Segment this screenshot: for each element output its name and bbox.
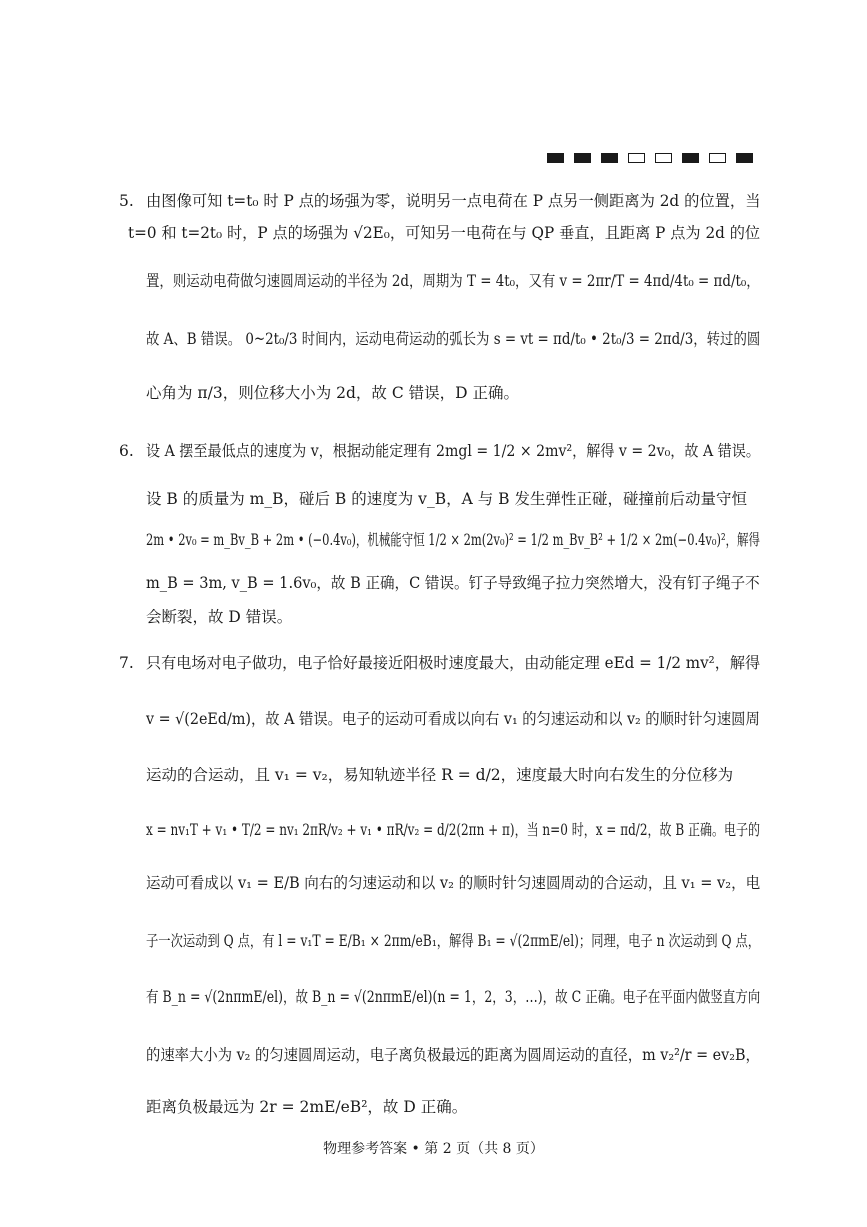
page-footer: 物理参考答案 • 第 2 页（共 8 页）	[323, 1141, 544, 1157]
header-mark	[736, 153, 753, 163]
answer-line: m_B = 3m, v_B = 1.6v₀，故 B 正确，C 错误。钉子导致绳子拉力突然增大，没有钉子绳子不	[146, 574, 760, 592]
header-mark	[547, 153, 564, 163]
answer-line: 会断裂，故 D 错误。	[146, 608, 293, 626]
answer-line: 心角为 π/3，则位移大小为 2d，故 C 错误，D 正确。	[146, 384, 519, 402]
question-number: 6.	[119, 442, 134, 460]
header-mark	[709, 153, 726, 163]
answer-line: 的速率大小为 v₂ 的匀速圆周运动，电子离负极最远的距离为圆周运动的直径，m v₂²/r = ev₂B，	[146, 1046, 760, 1064]
header-mark	[682, 153, 699, 163]
answer-line: 由图像可知 t=t₀ 时 P 点的场强为零，说明另一点电荷在 P 点另一侧距离为 2d 的位置，当	[146, 192, 761, 210]
header-mark	[601, 153, 618, 163]
answer-line: 子一次运动到 Q 点，有 l = v₁T = E/B₁ × 2πm/eB₁，解得 B₁ = √(2πmE/el)；同理，电子 n 次运动到 Q 点，	[146, 932, 761, 950]
answer-line: 运动的合运动，且 v₁ = v₂，易知轨迹半径 R = d/2，速度最大时向右发生的分位移为	[146, 766, 734, 784]
answer-line: 2m • 2v₀ = m_Bv_B + 2m • (−0.4v₀)，机械能守恒 1/2 × 2m(2v₀)² = 1/2 m_Bv_B² + 1/2 × 2m(−0.4v₀)²，解得	[146, 531, 760, 549]
answer-line: x = nv₁T + v₁ • T/2 = nv₁ 2πR/v₂ + v₁ • πR/v₂ = d/2(2πn + π)，当 n=0 时，x = πd/2，故 B 正确。电子的	[146, 821, 761, 839]
question-number: 5.	[119, 192, 134, 210]
header-marks	[547, 153, 753, 163]
answer-line: 置，则运动电荷做匀速圆周运动的半径为 2d，周期为 T = 4t₀，又有 v = 2πr/T = 4πd/4t₀ = πd/t₀，	[146, 272, 760, 290]
answer-line: 距离负极最远为 2r = 2mE/eB²，故 D 正确。	[146, 1098, 468, 1116]
header-mark	[628, 153, 645, 163]
answer-line: 设 B 的质量为 m_B，碰后 B 的速度为 v_B，A 与 B 发生弹性正碰，碰撞前后动量守恒	[146, 490, 747, 508]
answer-line: 有 B_n = √(2nπmE/el)，故 B_n = √(2nπmE/el)(n = 1，2，3，…)，故 C 正确。电子在平面内做竖直方向	[146, 988, 761, 1006]
answer-line: 设 A 摆至最低点的速度为 v，根据动能定理有 2mgl = 1/2 × 2mv²，解得 v = 2v₀，故 A 错误。	[146, 442, 760, 460]
answer-line: v = √(2eEd/m)，故 A 错误。电子的运动可看成以向右 v₁ 的匀速运动和以 v₂ 的顺时针匀速圆周	[146, 710, 760, 728]
header-mark	[655, 153, 672, 163]
header-mark	[574, 153, 591, 163]
question-number: 7.	[119, 654, 134, 672]
answer-line: 故 A、B 错误。 0~2t₀/3 时间内，运动电荷运动的弧长为 s = vt = πd/t₀ • 2t₀/3 = 2πd/3，转过的圆	[146, 330, 761, 348]
answer-line: 只有电场对电子做功，电子恰好最接近阳极时速度最大，由动能定理 eEd = 1/2 mv²，解得	[146, 654, 761, 672]
answer-line: 运动可看成以 v₁ = E/B 向右的匀速运动和以 v₂ 的顺时针匀速圆周动的合运动，且 v₁ = v₂，电	[146, 874, 761, 892]
answer-line: t=0 和 t=2t₀ 时，P 点的场强为 √2E₀，可知另一电荷在与 QP 垂直，且距离 P 点为 2d 的位	[128, 224, 761, 242]
